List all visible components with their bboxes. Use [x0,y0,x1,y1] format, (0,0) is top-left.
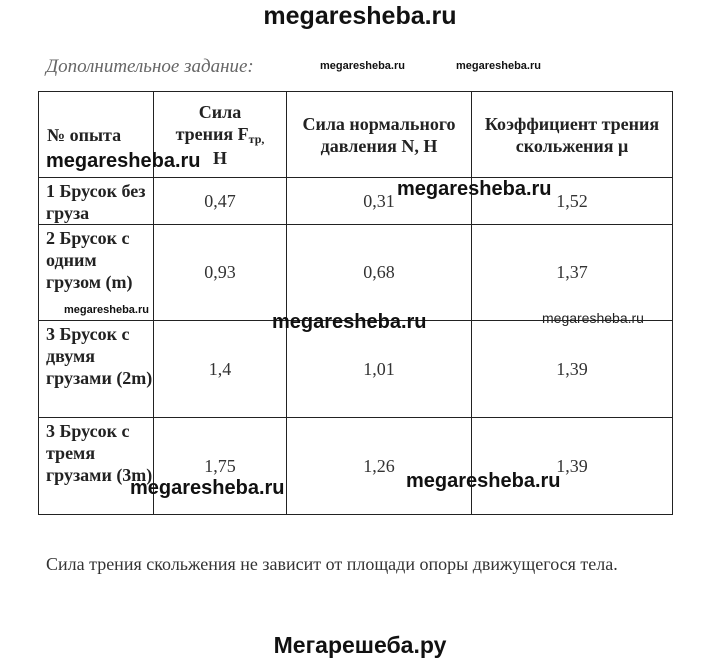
coefficient-value: 1,37 [472,225,673,321]
header-friction-coefficient: Коэффициент трения скольжения μ [472,92,673,178]
table-row [39,178,673,225]
site-footer: Мегарешеба.ру [273,632,447,658]
header-friction-unit: Н [212,147,227,168]
task-subtitle: Дополнительное задание: [46,56,254,77]
normal-value: 1,26 [287,418,472,515]
site-header: megaresheba.ru [263,2,457,30]
header-experiment-number: № опыта [39,92,154,178]
watermark-medium: megaresheba.ru [542,310,644,326]
header-friction-sub: тр, [248,131,265,146]
header-normal-force: Сила нормального давления N, Н [287,92,472,178]
watermark-large: megaresheba.ru [406,470,561,492]
normal-value: 0,68 [287,225,472,321]
friction-value: 0,47 [154,178,287,225]
watermark-large: megaresheba.ru [46,150,201,172]
header-friction-line1: Сила [198,101,242,122]
row-label: 2 Брусок с одним грузом (m) [39,225,154,321]
watermark-small: megaresheba.ru [456,60,541,72]
coefficient-value: 1,52 [472,178,673,225]
coefficient-value: 1,39 [472,418,673,515]
watermark-small: megaresheba.ru [64,304,149,316]
header-friction-line2: трения F [175,123,249,144]
watermark-large: megaresheba.ru [397,178,552,200]
watermark-large: megaresheba.ru [130,477,285,499]
row-label: 1 Брусок без груза [39,178,154,225]
row-label: 3 Брусок с тремя грузами (3m) [39,418,154,515]
conclusion-text: Сила трения скольжения не зависит от площади опоры движущегося тела. [46,554,618,574]
friction-value: 0,93 [154,225,287,321]
normal-value: 0,31 [287,178,472,225]
friction-value: 1,75 [154,418,287,515]
watermark-small: megaresheba.ru [320,60,405,72]
coefficient-value: 1,39 [472,321,673,418]
row-label: 3 Брусок с двумя грузами (2m) [39,321,154,418]
table-row [39,321,673,418]
friction-value: 1,4 [154,321,287,418]
watermark-large: megaresheba.ru [272,311,427,333]
normal-value: 1,01 [287,321,472,418]
